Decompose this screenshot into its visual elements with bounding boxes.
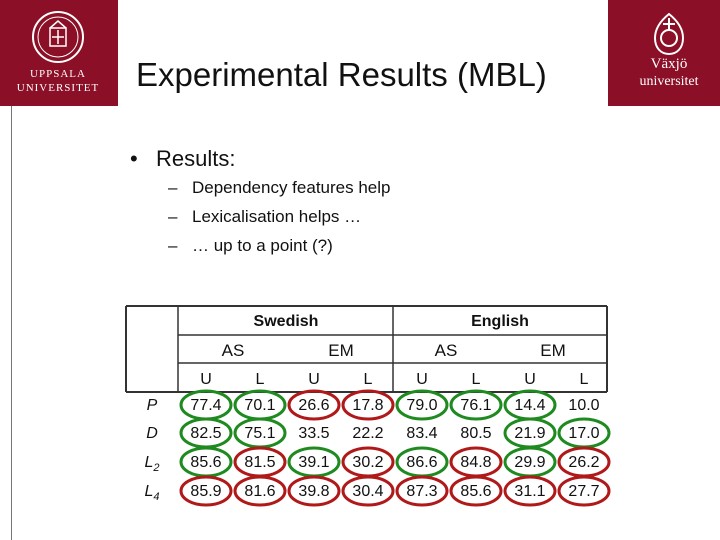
table-cell-value: 75.1 [244, 425, 276, 442]
table-cell-value: 85.6 [190, 454, 222, 471]
sub-header: L [255, 371, 265, 388]
row-label-subscript: 2 [153, 462, 160, 474]
vaxjo-logo-line-1: Växjö [650, 56, 688, 72]
row-label-subscript: 4 [153, 491, 160, 503]
sub-header: L [363, 371, 373, 388]
table-cell-value: 26.6 [298, 397, 330, 414]
table-cell-value: 21.9 [514, 425, 546, 442]
table-cell-value: 83.4 [406, 425, 438, 442]
subpoint-text: Lexicalisation helps … [192, 207, 362, 226]
table-cell-value: 27.7 [568, 483, 600, 500]
table-cell-value: 30.4 [352, 483, 384, 500]
bullet-dot: • [130, 146, 138, 171]
table-cell-value: 81.5 [244, 454, 276, 471]
table-cell-value: 77.4 [190, 397, 222, 414]
table-cell-value: 17.0 [568, 425, 600, 442]
page-title: Experimental Results (MBL) [136, 56, 547, 93]
metric-header: AS [434, 341, 458, 360]
uppsala-logo-line-1: UPPSALA [30, 68, 86, 80]
table-cell-value: 70.1 [244, 397, 276, 414]
sub-header: L [579, 371, 589, 388]
language-header: English [471, 313, 529, 330]
table-cell-value: 22.2 [352, 425, 384, 442]
row-label: $L_2$ [144, 454, 160, 474]
subpoint-text: … up to a point (?) [192, 236, 333, 255]
table-cell-value: 17.8 [352, 397, 384, 414]
metric-header: EM [328, 341, 354, 360]
table-cell-value: 29.9 [514, 454, 546, 471]
table-cell-value: 30.2 [352, 454, 384, 471]
table-cell-value: 82.5 [190, 425, 222, 442]
table-cell-value: 85.6 [460, 483, 492, 500]
bullet-text: Results: [156, 146, 236, 171]
language-header: Swedish [253, 313, 319, 330]
sub-header: U [416, 371, 428, 388]
table-cell-value: 76.1 [460, 397, 492, 414]
sub-header: U [524, 371, 536, 388]
table-cell-value: 14.4 [514, 397, 546, 414]
subpoint-text: Dependency features help [192, 178, 391, 197]
table-cell-value: 33.5 [298, 425, 330, 442]
table-cell-value: 80.5 [460, 425, 492, 442]
row-label: P [146, 397, 158, 414]
row-label: $L_4$ [144, 483, 160, 503]
table-cell-value: 39.8 [298, 483, 330, 500]
table-cell-value: 86.6 [406, 454, 438, 471]
table-cell-value: 81.6 [244, 483, 276, 500]
subpoint: – … up to a point (?) [168, 236, 333, 255]
table-cell-value: 87.3 [406, 483, 438, 500]
table-cell-value: 10.0 [568, 397, 600, 414]
metric-header: AS [221, 341, 245, 360]
sub-header: U [308, 371, 320, 388]
metric-header: EM [540, 341, 566, 360]
uppsala-logo-line-2: UNIVERSITET [16, 82, 100, 94]
table-cell-value: 79.0 [406, 397, 438, 414]
table-cell-value: 84.8 [460, 454, 492, 471]
subpoint: – Lexicalisation helps … [168, 207, 362, 226]
sub-header: L [471, 371, 481, 388]
row-label: D [146, 425, 158, 442]
table-cell-value: 39.1 [298, 454, 330, 471]
table-cell-value: 85.9 [190, 483, 222, 500]
sub-header: U [200, 371, 212, 388]
table-cell-value: 26.2 [568, 454, 600, 471]
vaxjo-logo-line-2: universitet [639, 74, 699, 89]
subpoint: – Dependency features help [168, 178, 391, 197]
table-cell-value: 31.1 [514, 483, 546, 500]
